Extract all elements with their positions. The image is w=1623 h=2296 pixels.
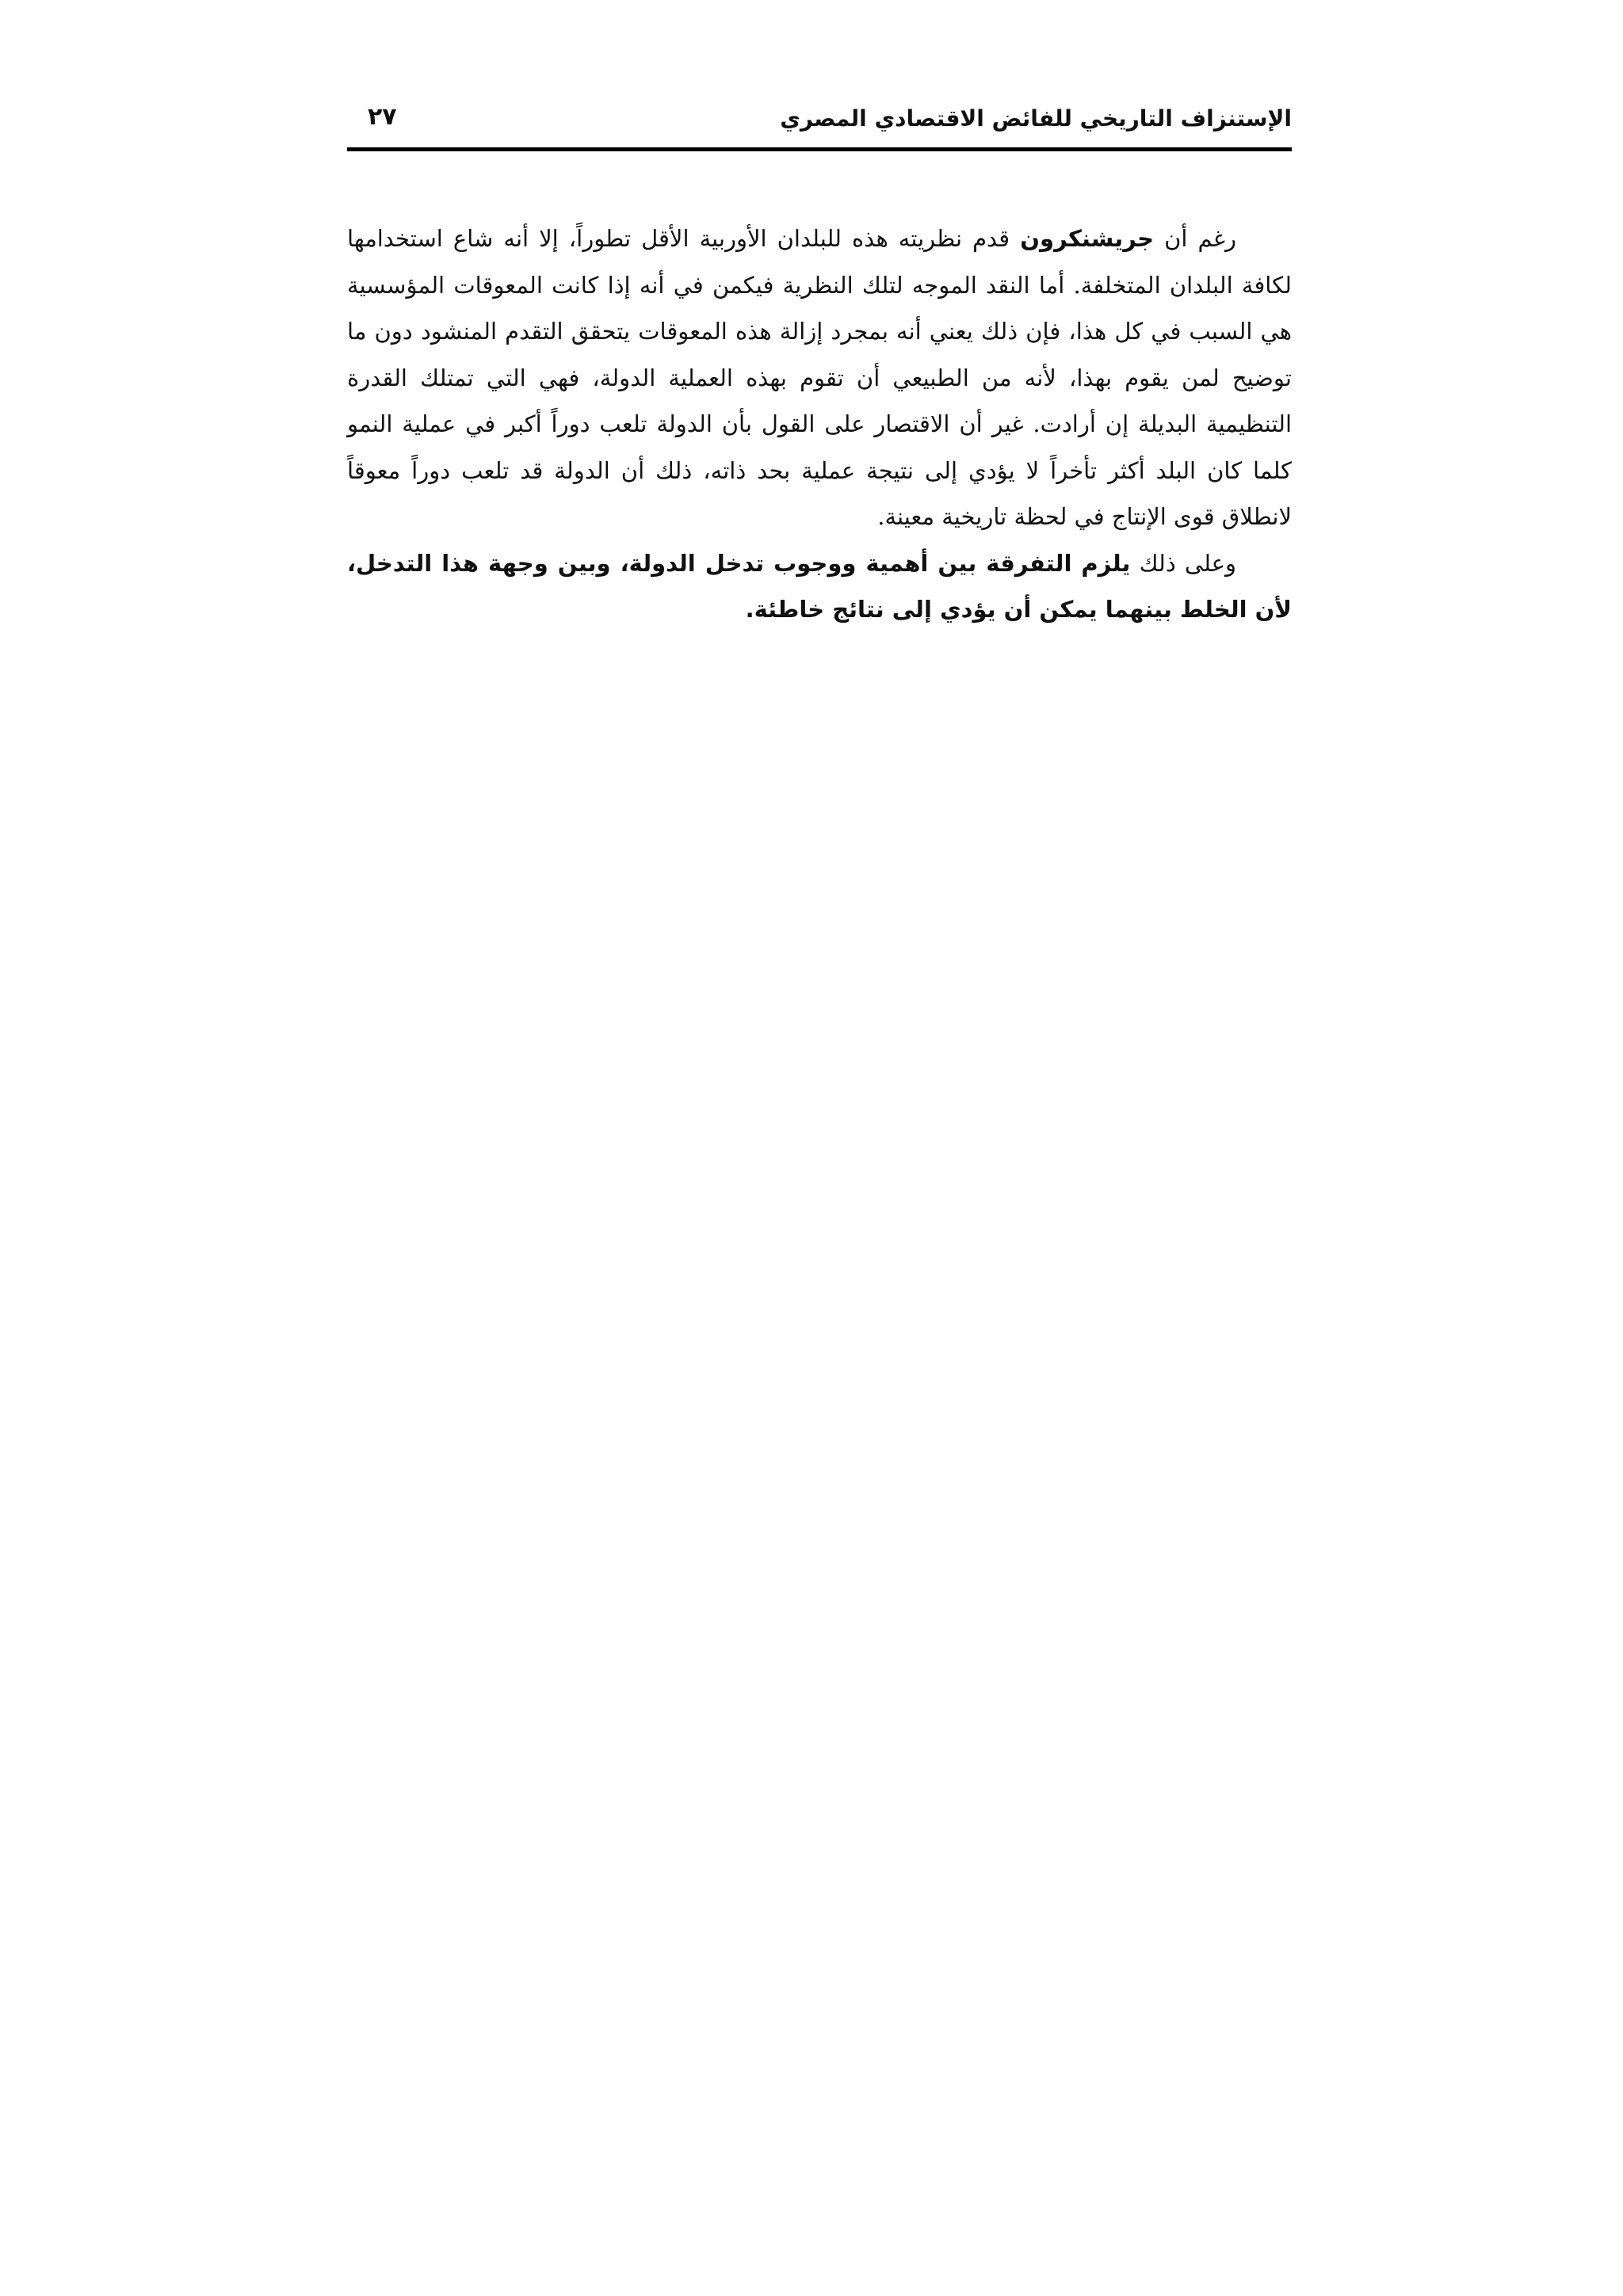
paragraph-1-intro: رغم أن xyxy=(1154,225,1236,252)
body-text xyxy=(347,215,1292,633)
paragraph-2-intro: وعلى ذلك xyxy=(1130,549,1236,577)
running-header xyxy=(347,97,1292,151)
page-number: ٢٧ xyxy=(368,103,397,131)
header-title: الإستنزاف التاريخي للفائض الاقتصادي المصري xyxy=(780,105,1292,132)
paragraph-1 xyxy=(347,215,1292,540)
paragraph-1-name: جريشنكرون xyxy=(1020,225,1155,252)
paragraph-2-bold-text: يلزم التفرقة بين أهمية ووجوب تدخل الدولة، وبين وجهة هذا التدخل، لأن الخلط بينهما يمكن أن يؤدي إلى نتائج خاطئة. xyxy=(347,549,1292,623)
paragraph-1-text: قدم نظريته هذه للبلدان الأوربية الأقل تطوراً، إلا أنه شاع استخدامها لكافة البلدان المتخلفة. أما النقد الموجه لتلك النظرية فيكمن في أنه إذا كانت المعوقات المؤسسية هي السبب في كل هذا، فإن ذلك يعني أنه بمجرد إزالة هذه المعوقات يتحقق التقدم المنشود دون ما توضيح لمن يقوم بهذا، لأنه من الطبيعي أن تقوم بهذه العملية الدولة، فهي التي تمتلك القدرة التنظيمية البديلة إن أرادت. غير أن الاقتصار على القول بأن الدولة تلعب دوراً أكبر في عملية النمو كلما كان البلد أكثر تأخراً لا يؤدي إلى نتيجة عملية بحد ذاته، ذلك أن الدولة قد تلعب دوراً معوقاً لانطلاق قوى الإنتاج في لحظة تاريخية معينة. xyxy=(347,225,1292,530)
paragraph-2 xyxy=(347,540,1292,633)
